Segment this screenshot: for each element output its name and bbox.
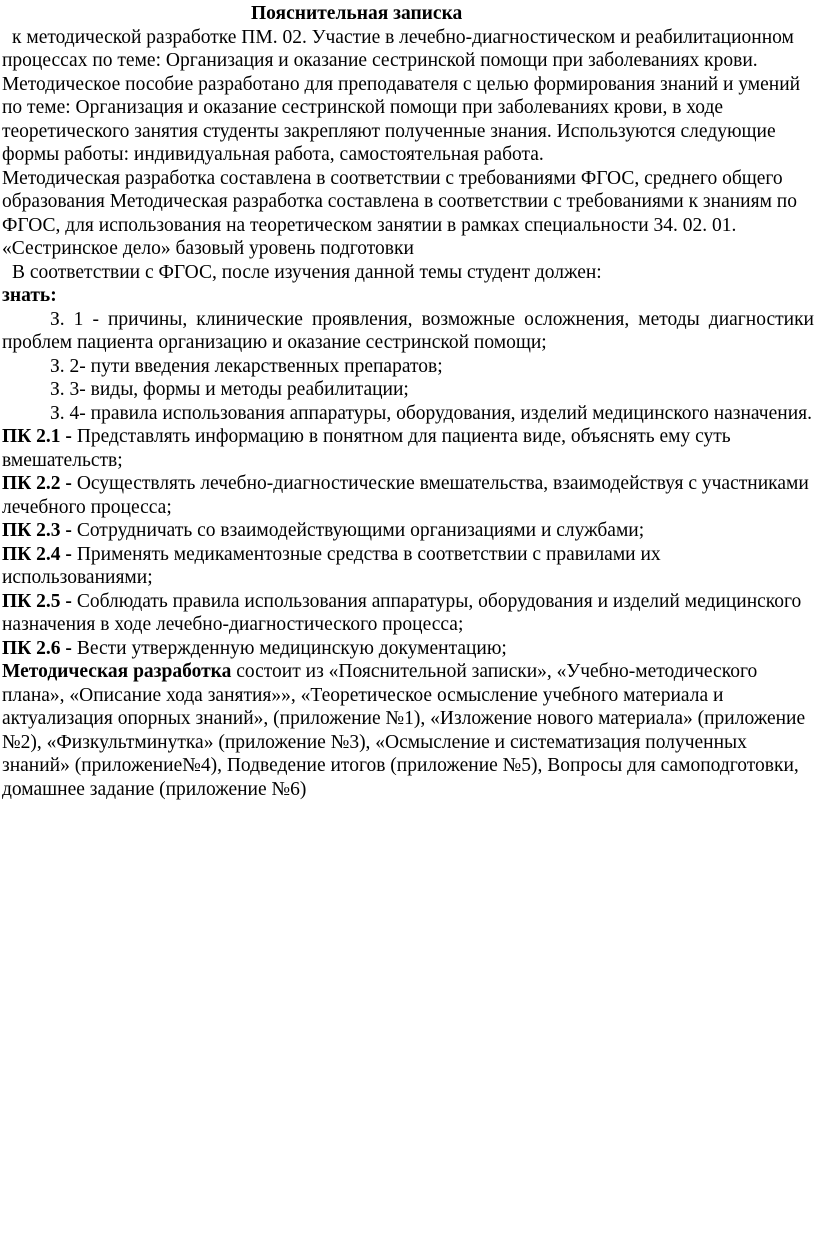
competency-item [2,590,814,637]
purpose-paragraph: Методическое пособие разработано для преподавателя с целью формирования знаний и умений по теме: Организация и оказание сестринской помощи при заболеваниях крови, в ходе теоретического занятия студенты закрепляют полученные знания. Используются следующие формы работы: индивидуальная работа, самостоятельная работа. [2,73,801,165]
competency-code: ПК 2.3 - [2,520,72,541]
document-title: Пояснительная записка [251,3,463,24]
intro-paragraph: к методической разработке ПМ. 02. Участие в лечебно-диагностическом и реабилитационном процессах по теме: Организация и оказание сестринской помощи при заболеваниях крови. [2,26,794,71]
competency-code: ПК 2.1 - [2,426,72,447]
competency-text: Сотрудничать со взаимодействующими организациями и службами; [76,520,645,541]
requirements-paragraph: В соответствии с ФГОС, после изучения данной темы студент должен: [12,261,602,283]
competency-code: ПК 2.5 - [2,590,72,612]
competency-item [2,637,814,661]
competency-item [2,425,814,472]
document-page [2,2,814,801]
knowledge-item-4: З. 4- правила использования аппаратуры, оборудования, изделий медицинского назначения. [50,402,812,424]
knowledge-item-3: З. 3- виды, формы и методы реабилитации; [50,379,409,400]
structure-label: Методическая разработка [2,661,232,682]
competency-item [2,472,814,519]
competency-code: ПК 2.4 - [2,543,72,565]
competency-text: Осуществлять лечебно-диагностические вмешательства, взаимодействуя с участниками лечебного процесса; [2,473,809,518]
knowledge-item-1: З. 1 - причины, клинические проявления, возможные осложнения, методы диагностики проблем пациента организацию и оказание сестринской помощи; [2,308,814,353]
standards-paragraph: Методическая разработка составлена в соответствии с требованиями ФГОС, среднего общего образования Методическая разработка составлена в соответствии с требованиями к знаниям по ФГОС, для использования на теоретическом занятии в рамках специальности 34. 02. 01. «Сестринское дело» базовый уровень подготовки [2,167,797,259]
competency-item [2,519,814,543]
competency-code: ПК 2.6 - [2,637,72,659]
competency-item [2,543,814,590]
structure-text: состоит из «Пояснительной записки», «Учебно-методического плана», «Описание хода занятия»», «Теоретическое осмысление учебного материала и актуализация опорных знаний», (приложение №1), «Изложение нового материала» (приложение №2), «Физкультминутка» (приложение №3), «Осмысление и систематизация полученных знаний» (приложение№4), Подведение итогов (приложение №5), Вопросы для самоподготовки, домашнее задание (приложение №6) [2,661,806,800]
know-label: знать: [2,285,57,306]
competency-text: Вести утвержденную медицинскую документацию; [76,637,507,659]
structure-paragraph [2,660,814,801]
competency-text: Соблюдать правила использования аппаратуры, оборудования и изделий медицинского назначения в ходе лечебно-диагностического процесса; [2,590,802,635]
knowledge-item-2: З. 2- пути введения лекарственных препаратов; [50,355,443,377]
competency-text: Применять медикаментозные средства в соответствии с правилами их использованиями; [2,543,661,588]
competency-text: Представлять информацию в понятном для пациента виде, объяснять ему суть вмешательств; [2,426,731,471]
competency-code: ПК 2.2 - [2,473,72,494]
